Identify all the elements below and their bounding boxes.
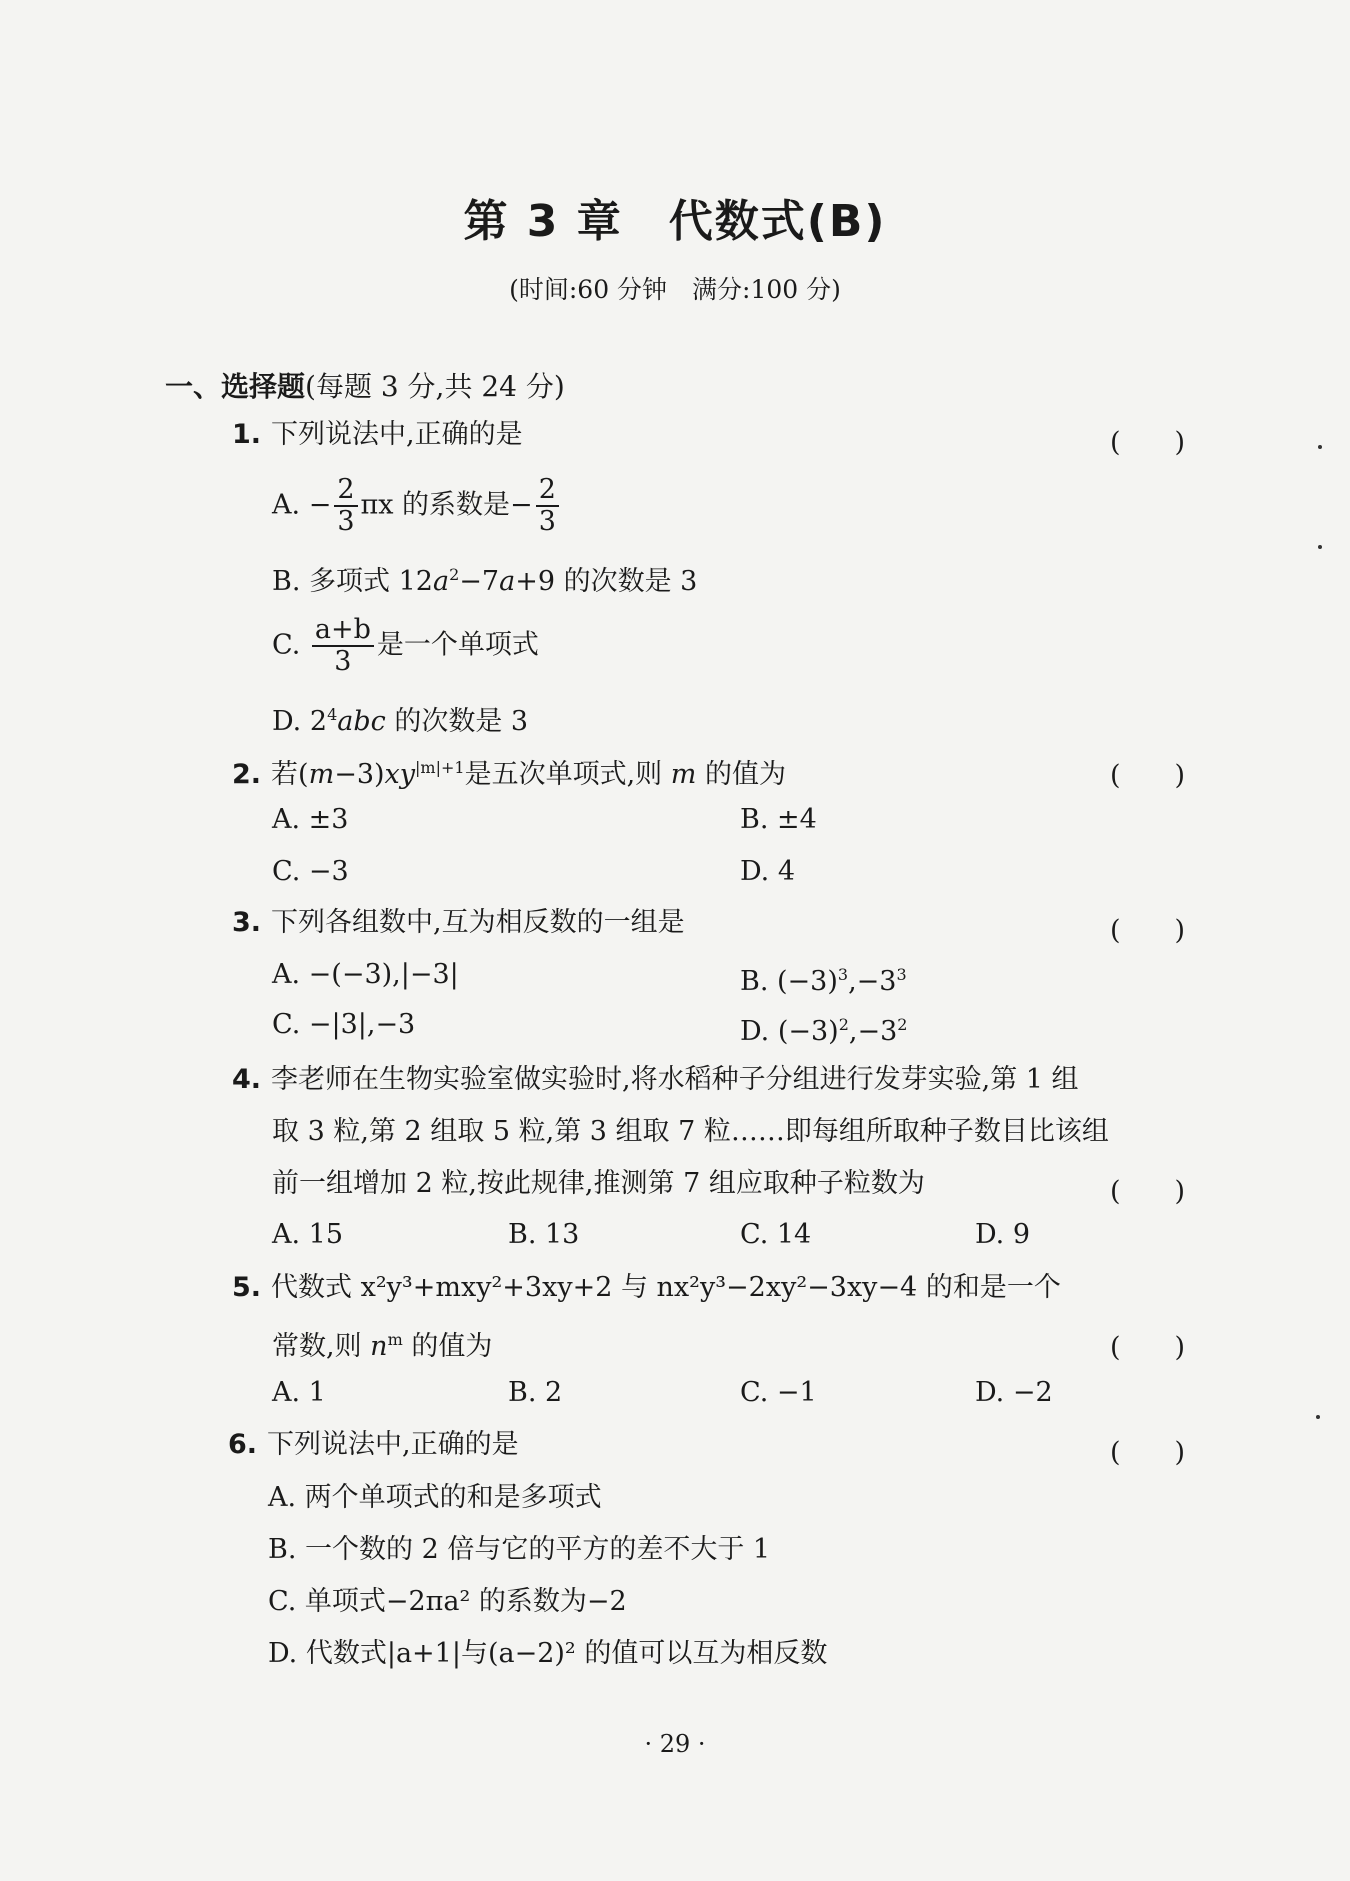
fraction-denominator: 3 [334, 646, 352, 677]
question-stem: 常数,则 [272, 1331, 371, 1362]
exponent: |m|+1 [415, 758, 465, 777]
question-stem: 的值为 [696, 759, 786, 790]
exponent: 4 [327, 705, 338, 724]
question-number: 1. [232, 419, 262, 450]
question-stem: 若( [271, 759, 309, 790]
option-1c [272, 615, 539, 677]
section-heading [165, 365, 565, 405]
option-5d: D. −2 [975, 1377, 1053, 1408]
fraction [536, 475, 559, 537]
option-6b: B. 一个数的 2 倍与它的平方的差不大于 1 [268, 1534, 771, 1565]
question-number: 4. [232, 1064, 262, 1095]
option-2b: B. ±4 [740, 804, 817, 835]
section-note: (每题 3 分,共 24 分) [305, 370, 565, 403]
question-4-line-3: 前一组增加 2 粒,按此规律,推测第 7 组应取种子粒数为 [272, 1168, 925, 1199]
option-2a: A. ±3 [272, 804, 349, 835]
option-text: − [308, 489, 332, 521]
answer-paren: ( ) [1110, 1332, 1186, 1363]
option-3c: C. −|3|,−3 [272, 1009, 416, 1040]
fraction-numerator: a+b [312, 615, 374, 647]
question-stem: 下列说法中,正确的是 [267, 1429, 519, 1460]
option-text: ,−3 [848, 1016, 898, 1047]
option-text: 多项式 12 [309, 566, 433, 597]
option-6c: C. 单项式−2πa² 的系数为−2 [268, 1586, 627, 1617]
question-stem: 是五次单项式,则 [464, 759, 671, 790]
section-label: 一、选择题 [165, 370, 306, 403]
page-subtitle: (时间:60 分钟 满分:100 分) [509, 275, 841, 304]
fraction-numerator: 2 [536, 475, 559, 507]
fraction [312, 615, 374, 677]
option-text: 2 [309, 706, 328, 737]
option-text: +9 的次数是 3 [515, 566, 698, 597]
question-number: 6. [228, 1429, 258, 1460]
page-title: 第 3 章 代数式(B) [463, 196, 887, 247]
option-6a: A. 两个单项式的和是多项式 [268, 1482, 602, 1513]
answer-paren: ( ) [1110, 1437, 1186, 1468]
option-text: 是一个单项式 [376, 629, 539, 661]
option-3d [740, 1005, 907, 1052]
option-4b: B. 13 [508, 1219, 580, 1250]
option-4d: D. 9 [975, 1219, 1031, 1250]
question-3 [232, 903, 685, 943]
question-stem: 李老师在生物实验室做实验时,将水稻种子分组进行发芽实验,第 1 组 [271, 1064, 1079, 1095]
option-6d: D. 代数式|a+1|与(a−2)² 的值可以互为相反数 [268, 1638, 828, 1669]
variable: n [370, 1331, 388, 1362]
fraction-denominator: 3 [337, 506, 355, 537]
option-label: D. (−3) [740, 1016, 839, 1047]
answer-paren: ( ) [1110, 760, 1186, 791]
option-1a [272, 475, 562, 537]
option-label: D. [272, 706, 302, 737]
question-6 [228, 1425, 519, 1465]
option-5a: A. 1 [272, 1377, 326, 1408]
question-stem: 下列说法中,正确的是 [271, 419, 523, 450]
answer-paren: ( ) [1110, 915, 1186, 946]
variable: m [308, 759, 335, 790]
question-stem: 下列各组数中,互为相反数的一组是 [271, 907, 685, 938]
option-4a: A. 15 [272, 1219, 344, 1250]
option-1d [272, 695, 528, 742]
scan-speck [1316, 1415, 1320, 1419]
exponent: m [387, 1330, 403, 1349]
variable: abc [337, 706, 386, 737]
option-text: πx 的系数是− [360, 489, 533, 521]
option-2c: C. −3 [272, 856, 349, 887]
answer-paren: ( ) [1110, 1176, 1186, 1207]
question-number: 3. [232, 907, 262, 938]
option-3a: A. −(−3),|−3| [272, 959, 459, 990]
option-1b [272, 555, 697, 602]
exponent: 2 [897, 1015, 908, 1034]
scan-speck [1318, 545, 1322, 549]
option-4c: C. 14 [740, 1219, 812, 1250]
variable: a [432, 566, 450, 597]
option-5b: B. 2 [508, 1377, 563, 1408]
question-stem: 代数式 x²y³+mxy²+3xy+2 与 nx²y³−2xy²−3xy−4 的和是一个 [271, 1272, 1061, 1303]
option-text: ,−3 [848, 966, 897, 997]
exponent: 3 [837, 965, 849, 984]
question-2 [232, 748, 786, 795]
question-1 [232, 415, 523, 455]
question-4-line-2: 取 3 粒,第 2 组取 5 粒,第 3 组取 7 粒……即每组所取种子数目比该组 [272, 1116, 1109, 1147]
option-5c: C. −1 [740, 1377, 817, 1408]
option-2d: D. 4 [740, 856, 796, 887]
question-number: 2. [232, 759, 262, 790]
scan-speck [1318, 445, 1322, 449]
fraction-denominator: 3 [538, 506, 556, 537]
option-text: −7 [459, 566, 500, 597]
option-label: C. [272, 629, 301, 661]
question-4 [232, 1060, 1079, 1100]
answer-paren: ( ) [1110, 427, 1186, 458]
question-stem: 的值为 [402, 1331, 493, 1362]
variable: a [499, 566, 516, 597]
variable: m [670, 759, 697, 790]
option-label: B. (−3) [740, 966, 838, 997]
exponent: 3 [896, 965, 907, 984]
question-5 [232, 1268, 1061, 1308]
exponent: 2 [838, 1015, 849, 1034]
question-number: 5. [232, 1272, 262, 1303]
question-5-line-2 [272, 1320, 492, 1367]
fraction-numerator: 2 [334, 475, 357, 507]
question-stem: −3) [334, 759, 385, 790]
variable: xy [384, 759, 416, 790]
option-label: B. [272, 566, 301, 597]
option-3b [740, 955, 907, 1002]
option-text: 的次数是 3 [385, 706, 529, 737]
option-label: A. [272, 489, 301, 521]
exponent: 2 [449, 565, 460, 584]
page-number: · 29 · [644, 1730, 706, 1758]
fraction [334, 475, 357, 537]
